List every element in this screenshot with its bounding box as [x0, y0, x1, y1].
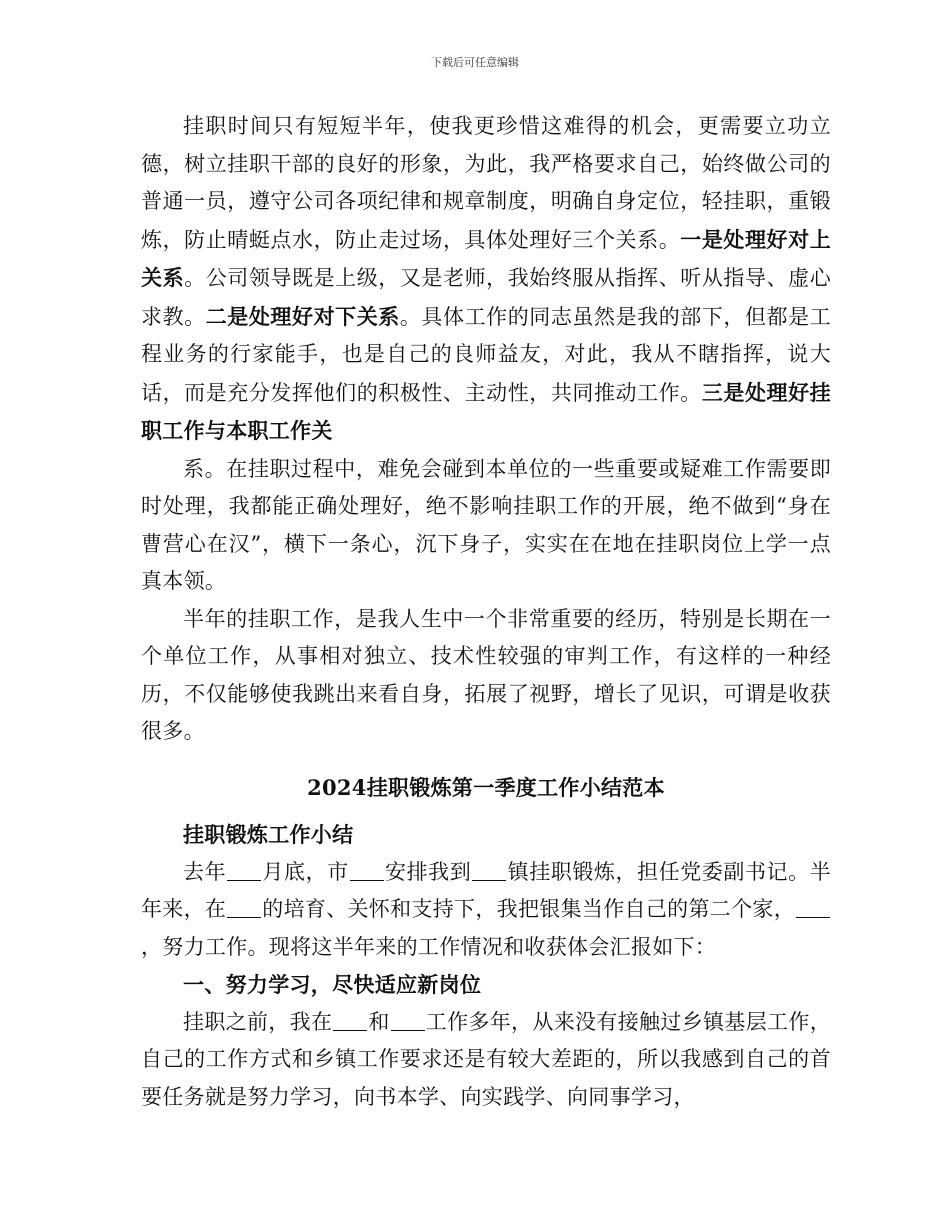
paragraph: 系。在挂职过程中，难免会碰到本单位的一些重要或疑难工作需要即时处理，我都能正确处理好，绝不影响挂职工作的开展，绝不做到“身在曹营心在汉”，横下一条心，沉下身子，实实在在地在挂职岗位上学一点真本领。 — [141, 456, 831, 593]
paragraph-text: 安排我到 — [384, 859, 472, 884]
paragraph-text: 。具体工作的同志虽然是我的部下，但都是工程业务的行家能手，也是自己的良师益友，对此，我从不瞎指挥，说大话，而是充分发挥他们的积极性、主动性，共同推动工作。 — [141, 304, 831, 405]
paragraph-text: 镇挂职锻炼，担任党委副书记。半年来，在 — [141, 859, 832, 921]
paragraph — [141, 854, 831, 967]
fill-blank — [796, 899, 830, 918]
paragraph-text: 的培育、关怀和支持下，我把银集当作自己的第二个家， — [262, 897, 796, 921]
fill-blank — [227, 862, 261, 881]
fill-blank — [333, 1012, 367, 1031]
fill-blank — [350, 862, 384, 881]
paragraph — [141, 108, 831, 451]
bold-heading: 二是处理好对下关系 — [205, 303, 400, 329]
paragraph-text: 挂职时间只有短短半年，使我更珍惜这难得的机会，更需要立功立德，树立挂职干部的良好的形象，为此，我严格要求自己，始终做公司的普通一员，遵守公司各项纪律和规章制度，明确自身定位，轻挂职，重锻炼，防止晴蜓点水，防止走过场，具体处理好三个关系。 — [141, 114, 831, 252]
page-header-note: 下载后可任意编辑 — [431, 56, 519, 69]
fill-blank — [472, 862, 506, 881]
paragraph-text: 和 — [368, 1009, 390, 1034]
bold-heading: 三是处理好挂职工作与本职工作关 — [141, 379, 831, 443]
paragraph-text: 。公司领导既是上级，又是老师，我始终服从指挥、听从指导、虚心求教。 — [141, 266, 832, 329]
document-title: 2024挂职锻炼第一季度工作小结范本 — [307, 774, 665, 800]
paragraph-text: 工作多年，从来没有接触过乡镇基层工作，自己的工作方式和乡镇工作要求还是有较大差距的，所以我感到自己的首要任务就是努力学习，向书本学、向实践学、向同事学习， — [141, 1009, 831, 1109]
document-subtitle: 挂职锻炼工作小结 — [183, 822, 354, 847]
paragraph-text: ，努力工作。现将这半年来的工作情况和收获体会汇报如下： — [141, 934, 717, 959]
document-body — [141, 108, 831, 1116]
paragraph-text: 挂职之前，我在 — [183, 1009, 333, 1034]
paragraph-text: 月底，市 — [262, 859, 349, 884]
bold-heading: 一是处理好对上关系 — [141, 226, 831, 290]
paragraph-text: 去年 — [183, 859, 227, 884]
paragraph: 半年的挂职工作，是我人生中一个非常重要的经历，特别是长期在一个单位工作，从事相对独立、技术性较强的审判工作，有这样的一种经历，不仅能够使我跳出来看自身，拓展了视野，增长了见识，可谓是收获很多。 — [141, 606, 831, 743]
paragraph — [141, 1004, 831, 1117]
section-heading: 一、努力学习，尽快适应新岗位 — [183, 972, 482, 997]
fill-blank — [391, 1012, 425, 1031]
fill-blank — [227, 899, 261, 918]
